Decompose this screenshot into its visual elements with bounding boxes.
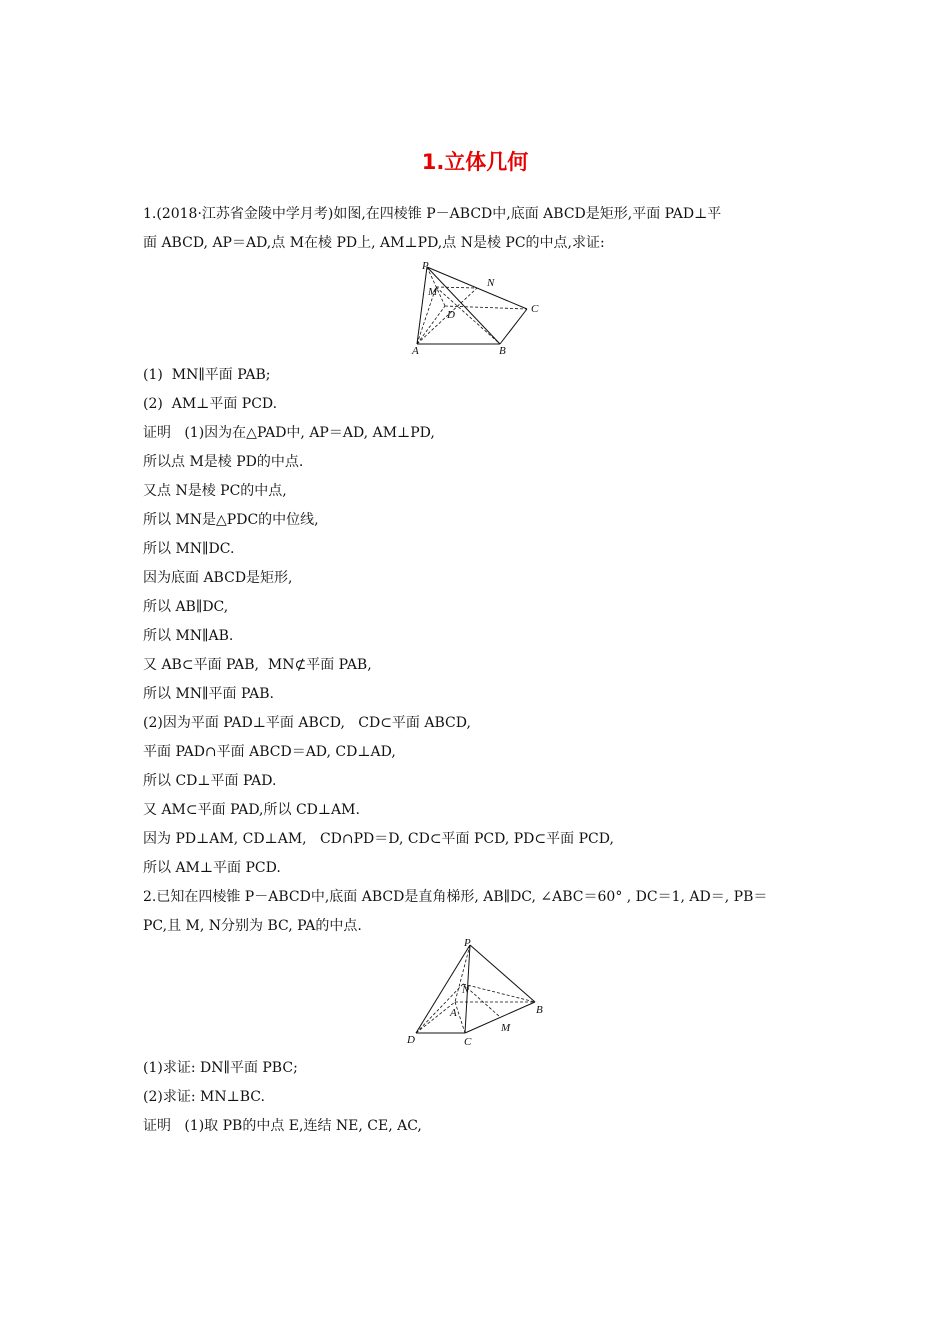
label-vertex-b: B: [499, 345, 506, 357]
page-title: 1.立体几何: [421, 150, 529, 174]
problem2-question2: (2)求证: MN⊥BC.: [143, 1089, 265, 1105]
label-vertex-a: A: [412, 345, 419, 357]
label-vertex-a: A: [450, 1007, 457, 1019]
label-vertex-c: C: [464, 1036, 472, 1048]
problem1-pyramid-figure: [405, 258, 545, 358]
proof-line: 所以 MN∥AB.: [143, 628, 234, 644]
proof-line: 所以 MN∥DC.: [143, 541, 235, 557]
proof-line: 所以 CD⊥平面 PAD.: [143, 773, 277, 789]
proof-line: 所以 MN∥平面 PAB.: [143, 686, 274, 702]
proof-line: 证明 (1)因为在△PAD中, AP＝AD, AM⊥PD,: [143, 425, 435, 441]
problem2-statement-line1: 2.已知在四棱锥 P－ABCD中,底面 ABCD是直角梯形, AB∥DC, ∠ABC＝60° , DC＝1, AD＝, PB＝: [143, 889, 768, 905]
problem1-statement-line2: 面 ABCD, AP＝AD,点 M在棱 PD上, AM⊥PD,点 N是棱 PC的中点,求证:: [143, 235, 605, 251]
label-vertex-p: P: [464, 937, 471, 949]
problem2-question1: (1)求证: DN∥平面 PBC;: [143, 1060, 298, 1076]
problem1-question1: (1) MN∥平面 PAB;: [143, 367, 271, 383]
label-point-m: M: [428, 286, 438, 298]
proof-line: 因为 PD⊥AM, CD⊥AM, CD∩PD＝D, CD⊂平面 PCD, PD⊂平面 PCD,: [143, 831, 614, 847]
label-vertex-d: D: [407, 1034, 415, 1046]
label-vertex-c: C: [531, 303, 539, 315]
label-vertex-p: P: [422, 260, 429, 272]
label-point-m: M: [501, 1022, 511, 1034]
proof-line: 平面 PAD∩平面 ABCD＝AD, CD⊥AD,: [143, 744, 396, 760]
proof-line: 所以点 M是棱 PD的中点.: [143, 454, 304, 470]
label-point-n: N: [487, 277, 495, 289]
problem2-statement-line2: PC,且 M, N分别为 BC, PA的中点.: [143, 918, 362, 934]
problem1-question2: (2) AM⊥平面 PCD.: [143, 396, 278, 412]
problem2-pyramid-figure: [400, 935, 550, 1050]
label-vertex-d: D: [447, 309, 455, 321]
proof-line: 所以 AM⊥平面 PCD.: [143, 860, 281, 876]
proof-line: (2)因为平面 PAD⊥平面 ABCD, CD⊂平面 ABCD,: [143, 715, 471, 731]
label-point-n: N: [462, 984, 470, 996]
proof-line: 所以 MN是△PDC的中位线,: [143, 512, 319, 528]
problem1-statement-line1: 1.(2018·江苏省金陵中学月考)如图,在四棱锥 P－ABCD中,底面 ABCD是矩形,平面 PAD⊥平: [143, 206, 722, 222]
proof-line: 又 AM⊂平面 PAD,所以 CD⊥AM.: [143, 802, 360, 818]
proof-line: 又 AB⊂平面 PAB, MN⊄平面 PAB,: [143, 657, 372, 673]
proof-line: 因为底面 ABCD是矩形,: [143, 570, 293, 586]
proof-line: 所以 AB∥DC,: [143, 599, 229, 615]
problem2-proof-start: 证明 (1)取 PB的中点 E,连结 NE, CE, AC,: [143, 1118, 422, 1134]
label-vertex-b: B: [536, 1004, 543, 1016]
proof-line: 又点 N是棱 PC的中点,: [143, 483, 287, 499]
